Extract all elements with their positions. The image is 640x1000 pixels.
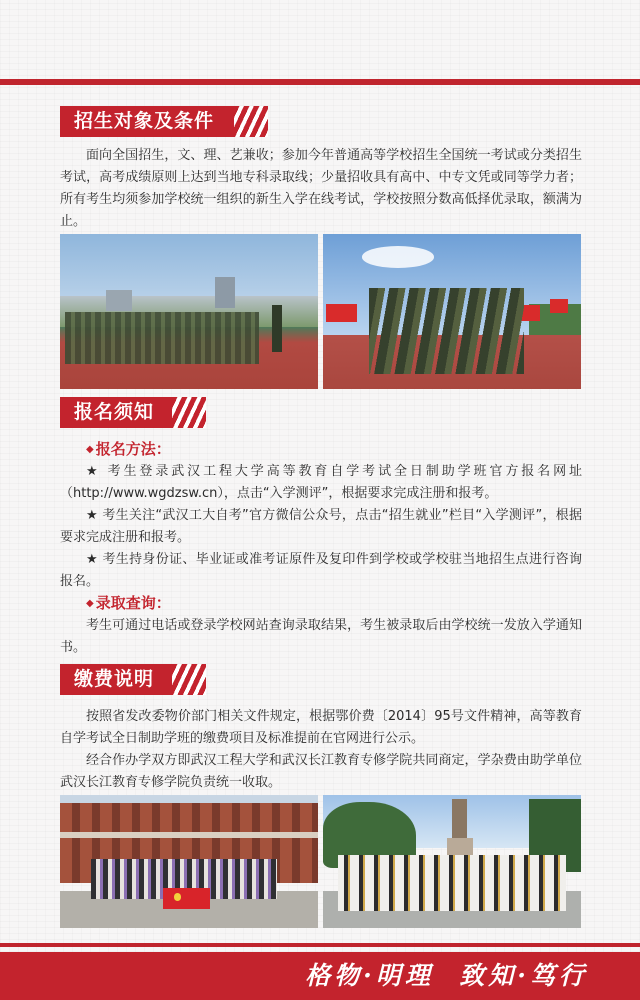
section-header-admission-targets — [60, 106, 268, 137]
footer-band — [0, 952, 640, 1000]
diagonal-stripes-decoration — [172, 397, 206, 428]
paragraph: 面向全国招生，文、理、艺兼收；参加今年普通高等学校招生全国统一考试或分类招生考试，高考成绩原则上达到当地专科录取线；少量招收具有高中、中专文凭或同等学力者；所有考生均须参加学校统一组织的新生入学在线考试，学校按照分数高低择优录取，额满为止。 — [60, 148, 582, 229]
military-training-march-photo — [323, 234, 581, 389]
diamond-bullet-icon: ◆ — [86, 598, 94, 609]
diagonal-stripes-decoration — [172, 664, 206, 695]
footer-red-rule — [0, 943, 640, 947]
subheading-admission-query: ◆ 录取查询： — [86, 594, 171, 612]
list-item: ★ 考生登录武汉工程大学高等教育自学考试全日制助学班官方报名网址（http://www.wgdzsw.cn），点击“入学测评”，根据要求完成注册和报考。 — [60, 464, 582, 501]
paragraph: 按照省发改委物价部门相关文件规定，根据鄂价费〔2014〕95号文件精神，高等教育自学考试全日制助学班的缴费项目及标准提前在官网进行公示。 — [60, 709, 582, 746]
list-item: ★ 考生持身份证、毕业证或准考证原件及复印件到学校或学校驻当地招生点进行咨询报名。 — [60, 552, 582, 589]
admission-targets-text — [60, 145, 582, 233]
top-red-rule — [0, 79, 640, 85]
section-title: 缴费说明 — [74, 668, 155, 690]
military-training-formation-photo — [60, 234, 318, 389]
section-header-fees — [60, 664, 206, 695]
list-item: ★ 考生关注“武汉工大自考”官方微信公众号，点击“招生就业”栏目“入学测评”，根据要求完成注册和报考。 — [60, 508, 582, 545]
subheading-registration-method: ◆ 报名方法： — [86, 440, 171, 458]
school-motto: 格物·明理 致知·笃行 — [305, 961, 588, 990]
group-photo-red-building — [60, 795, 318, 928]
paragraph: 考生可通过电话或登录学校网站查询录取结果，考生被录取后由学校统一发放入学通知书。 — [60, 618, 582, 655]
diamond-bullet-icon: ◆ — [86, 444, 94, 455]
section-title: 报名须知 — [74, 401, 155, 423]
admission-query-text — [60, 615, 582, 659]
section-title: 招生对象及条件 — [74, 110, 215, 132]
fees-text — [60, 706, 582, 794]
group-photo-statue — [323, 795, 581, 928]
section-header-registration — [60, 397, 206, 428]
paragraph: 经合作办学双方即武汉工程大学和武汉长江教育专修学院共同商定，学杂费由助学单位武汉长江教育专修学院负责统一收取。 — [60, 753, 582, 790]
diagonal-stripes-decoration — [234, 106, 268, 137]
registration-method-list — [60, 461, 582, 593]
